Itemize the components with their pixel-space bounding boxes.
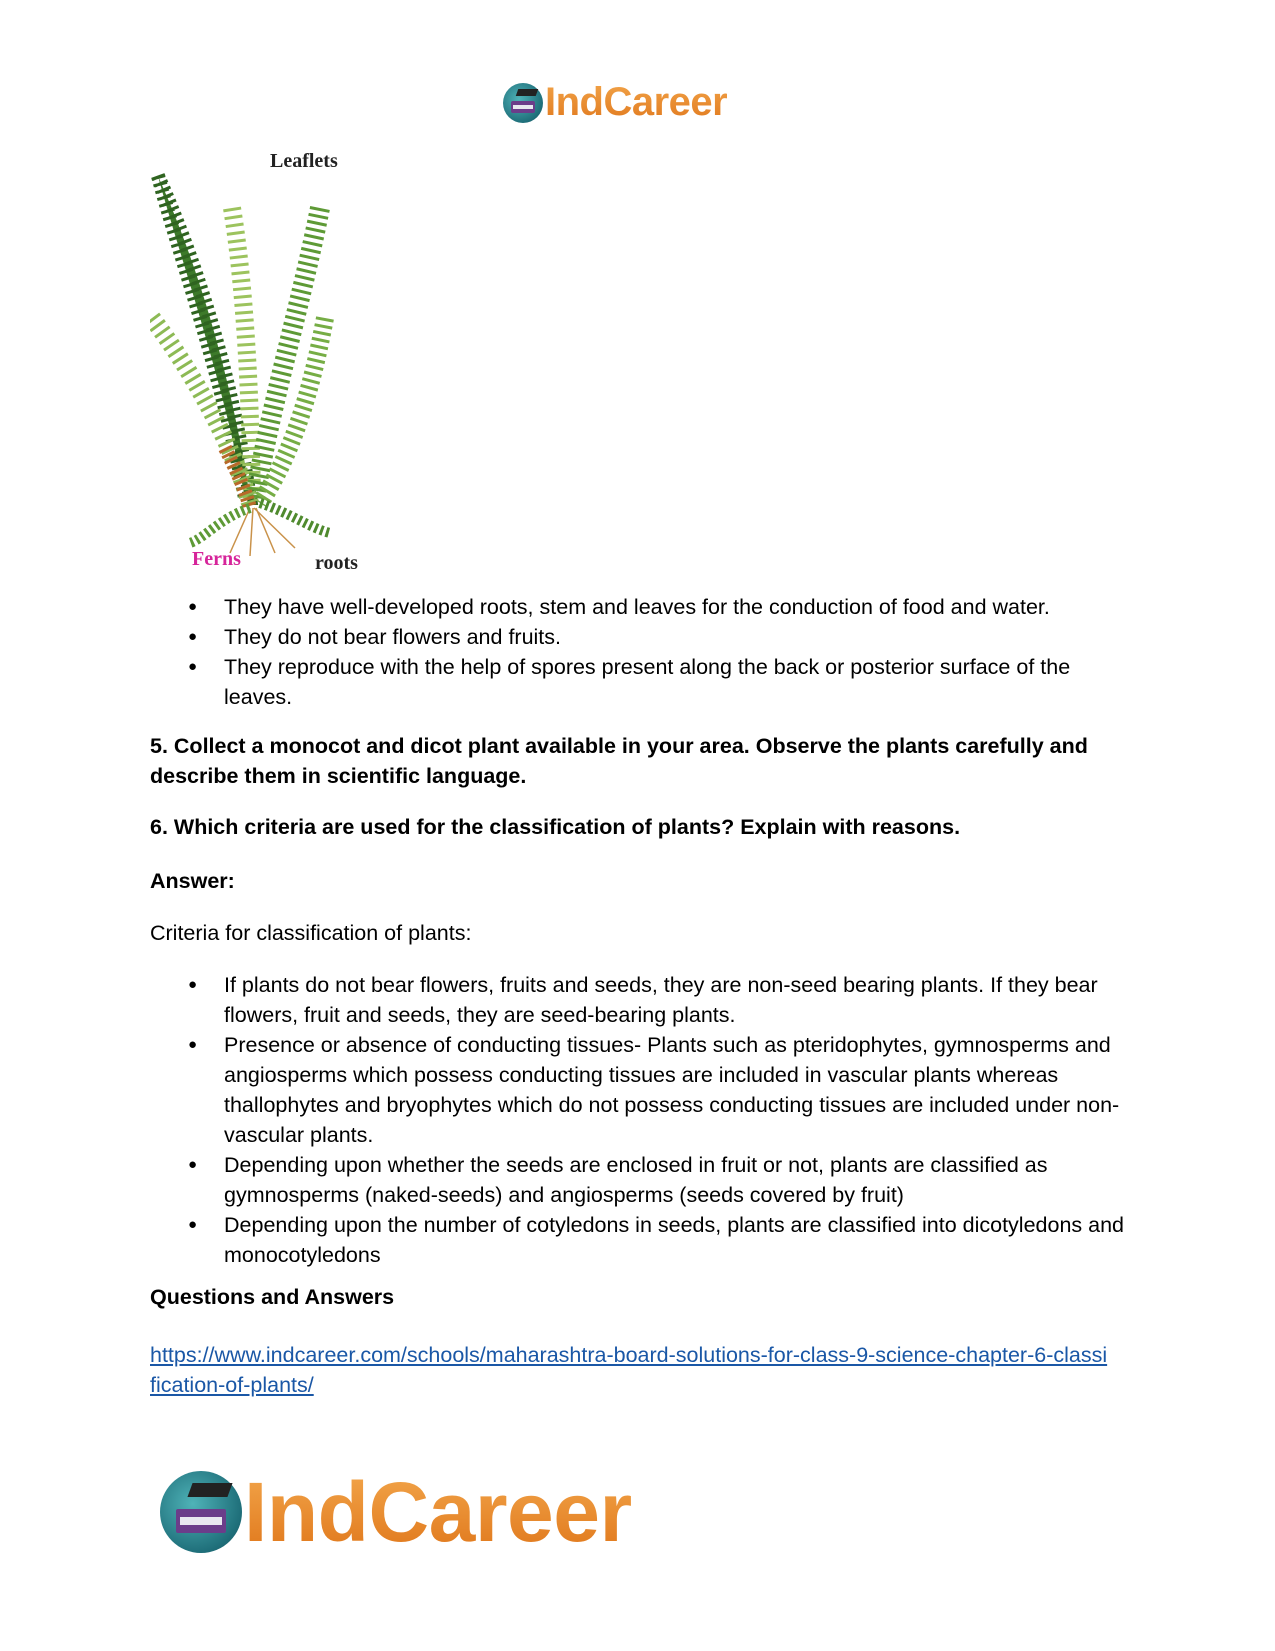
source-link-container <box>150 1340 1110 1400</box>
source-link[interactable]: https://www.indcareer.com/schools/maharashtra-board-solutions-for-class-9-science-chapter-6-classification-of-plants/ <box>150 1343 1108 1397</box>
list-item: ● Presence or absence of conducting tissues- Plants such as pteridophytes, gymnosperms and angiosperms which possess conducting tissues are included in vascular plants whereas thallophytes and bryophytes which do not possess conducting tissues are included under non-vascular plants. <box>150 1030 1150 1150</box>
logo-text: IndCareer <box>244 1465 632 1559</box>
list-item: ● Depending upon the number of cotyledons in seeds, plants are classified into dicotyledons and monocotyledons <box>150 1210 1150 1270</box>
list-item: ● If plants do not bear flowers, fruits and seeds, they are non-seed bearing plants. If they bear flowers, fruit and seeds, they are seed-bearing plants. <box>150 970 1150 1030</box>
fern-characteristics <box>150 592 1140 712</box>
list-item: ● They have well-developed roots, stem and leaves for the conduction of food and water. <box>150 592 1140 622</box>
label-leaflets: Leaflets <box>270 150 338 172</box>
qa-heading: Questions and Answers <box>150 1285 395 1309</box>
list-item: ● They do not bear flowers and fruits. <box>150 622 1140 652</box>
list-item: ● They reproduce with the help of spores present along the back or posterior surface of the leaves. <box>150 652 1140 712</box>
label-ferns: Ferns <box>192 548 241 570</box>
list-item: ● Depending upon whether the seeds are enclosed in fruit or not, plants are classified as gymnosperms (naked-seeds) and angiosperms (seeds covered by fruit) <box>150 1150 1150 1210</box>
logo-text: IndCareer <box>545 80 728 124</box>
fern-plant-icon <box>150 168 360 558</box>
criteria-intro: Criteria for classification of plants: <box>150 921 472 945</box>
graduation-cap-book-icon <box>160 1471 242 1553</box>
criteria-list <box>150 970 1150 1270</box>
fern-illustration <box>150 148 370 578</box>
question-5: 5. Collect a monocot and dicot plant available in your area. Observe the plants carefully and describe them in scientific language. <box>150 734 1088 788</box>
question-6: 6. Which criteria are used for the classification of plants? Explain with reasons. <box>150 815 961 839</box>
label-roots: roots <box>315 552 358 574</box>
answer-label: Answer: <box>150 869 235 893</box>
graduation-cap-book-icon <box>503 83 543 123</box>
indcareer-logo-top <box>503 80 727 125</box>
indcareer-logo-bottom <box>160 1465 632 1559</box>
